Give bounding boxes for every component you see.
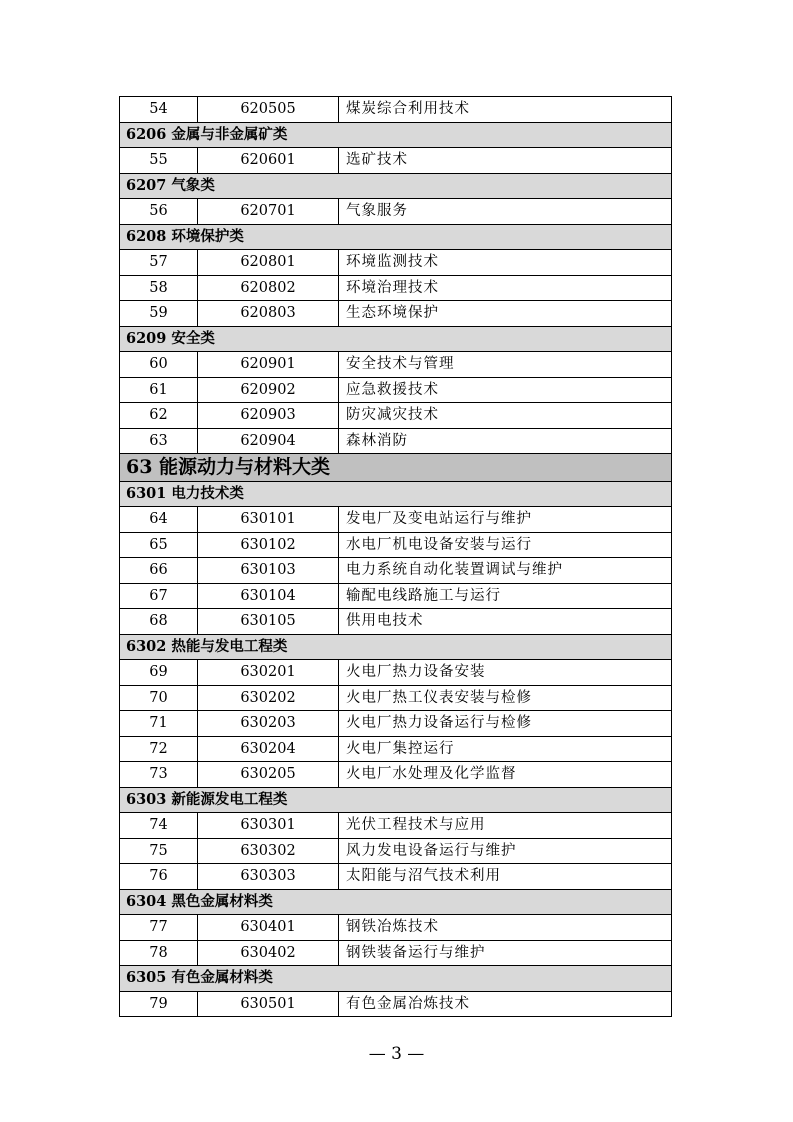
table-row (120, 403, 672, 429)
name-cell: 环境监测技术 (339, 250, 672, 276)
name-cell: 太阳能与沼气技术利用 (339, 864, 672, 890)
code-cell: 620901 (198, 352, 339, 378)
name-cell: 电力系统自动化装置调试与维护 (339, 558, 672, 584)
name-cell: 生态环境保护 (339, 301, 672, 327)
code-cell: 630302 (198, 838, 339, 864)
table-row (120, 940, 672, 966)
majors-table-body (120, 97, 672, 1017)
class-category-label: 6301 电力技术类 (120, 481, 672, 507)
table-row (120, 199, 672, 225)
code-cell: 630303 (198, 864, 339, 890)
seq-cell: 61 (120, 377, 198, 403)
name-cell: 选矿技术 (339, 148, 672, 174)
name-cell: 供用电技术 (339, 609, 672, 635)
class-category-label: 6304 黑色金属材料类 (120, 889, 672, 915)
seq-cell: 76 (120, 864, 198, 890)
table-row (120, 685, 672, 711)
code-cell: 630402 (198, 940, 339, 966)
seq-cell: 64 (120, 507, 198, 533)
code-cell: 630401 (198, 915, 339, 941)
class-category-row (120, 173, 672, 199)
class-category-row (120, 889, 672, 915)
code-cell: 620803 (198, 301, 339, 327)
code-cell: 620902 (198, 377, 339, 403)
table-row (120, 275, 672, 301)
name-cell: 钢铁装备运行与维护 (339, 940, 672, 966)
code-cell: 620904 (198, 428, 339, 454)
table-row (120, 507, 672, 533)
seq-cell: 72 (120, 736, 198, 762)
major-category-label: 63 能源动力与材料大类 (120, 454, 672, 482)
class-category-row (120, 481, 672, 507)
name-cell: 火电厂热力设备安装 (339, 660, 672, 686)
code-cell: 620801 (198, 250, 339, 276)
table-row (120, 428, 672, 454)
seq-cell: 62 (120, 403, 198, 429)
seq-cell: 65 (120, 532, 198, 558)
seq-cell: 63 (120, 428, 198, 454)
name-cell: 应急救援技术 (339, 377, 672, 403)
table-row (120, 915, 672, 941)
code-cell: 620802 (198, 275, 339, 301)
table-row (120, 250, 672, 276)
seq-cell: 56 (120, 199, 198, 225)
name-cell: 风力发电设备运行与维护 (339, 838, 672, 864)
name-cell: 火电厂集控运行 (339, 736, 672, 762)
table-row (120, 660, 672, 686)
code-cell: 630205 (198, 762, 339, 788)
seq-cell: 66 (120, 558, 198, 584)
seq-cell: 58 (120, 275, 198, 301)
table-row (120, 97, 672, 123)
table-row (120, 711, 672, 737)
table-row (120, 377, 672, 403)
name-cell: 光伏工程技术与应用 (339, 813, 672, 839)
code-cell: 630101 (198, 507, 339, 533)
name-cell: 输配电线路施工与运行 (339, 583, 672, 609)
name-cell: 森林消防 (339, 428, 672, 454)
seq-cell: 70 (120, 685, 198, 711)
name-cell: 水电厂机电设备安装与运行 (339, 532, 672, 558)
name-cell: 火电厂热力设备运行与检修 (339, 711, 672, 737)
class-category-label: 6209 安全类 (120, 326, 672, 352)
major-category-row (120, 454, 672, 482)
class-category-row (120, 122, 672, 148)
seq-cell: 68 (120, 609, 198, 635)
seq-cell: 74 (120, 813, 198, 839)
table-row (120, 532, 672, 558)
code-cell: 620701 (198, 199, 339, 225)
majors-table (119, 96, 672, 1017)
name-cell: 火电厂热工仪表安装与检修 (339, 685, 672, 711)
seq-cell: 73 (120, 762, 198, 788)
class-category-label: 6206 金属与非金属矿类 (120, 122, 672, 148)
code-cell: 630102 (198, 532, 339, 558)
class-category-row (120, 326, 672, 352)
code-cell: 630204 (198, 736, 339, 762)
class-category-label: 6302 热能与发电工程类 (120, 634, 672, 660)
seq-cell: 55 (120, 148, 198, 174)
table-row (120, 991, 672, 1017)
name-cell: 环境治理技术 (339, 275, 672, 301)
table-row (120, 583, 672, 609)
class-category-label: 6208 环境保护类 (120, 224, 672, 250)
code-cell: 630203 (198, 711, 339, 737)
code-cell: 630104 (198, 583, 339, 609)
class-category-row (120, 224, 672, 250)
class-category-row (120, 634, 672, 660)
name-cell: 有色金属冶炼技术 (339, 991, 672, 1017)
code-cell: 630501 (198, 991, 339, 1017)
table-row (120, 558, 672, 584)
name-cell: 火电厂水处理及化学监督 (339, 762, 672, 788)
seq-cell: 54 (120, 97, 198, 123)
code-cell: 630103 (198, 558, 339, 584)
code-cell: 620903 (198, 403, 339, 429)
class-category-row (120, 787, 672, 813)
name-cell: 防灾减灾技术 (339, 403, 672, 429)
seq-cell: 60 (120, 352, 198, 378)
code-cell: 630105 (198, 609, 339, 635)
seq-cell: 75 (120, 838, 198, 864)
class-category-label: 6305 有色金属材料类 (120, 966, 672, 992)
seq-cell: 78 (120, 940, 198, 966)
seq-cell: 71 (120, 711, 198, 737)
name-cell: 气象服务 (339, 199, 672, 225)
table-row (120, 609, 672, 635)
seq-cell: 79 (120, 991, 198, 1017)
table-row (120, 148, 672, 174)
seq-cell: 77 (120, 915, 198, 941)
name-cell: 安全技术与管理 (339, 352, 672, 378)
class-category-label: 6207 气象类 (120, 173, 672, 199)
code-cell: 620505 (198, 97, 339, 123)
table-row (120, 301, 672, 327)
seq-cell: 59 (120, 301, 198, 327)
code-cell: 630202 (198, 685, 339, 711)
name-cell: 煤炭综合利用技术 (339, 97, 672, 123)
class-category-row (120, 966, 672, 992)
name-cell: 钢铁冶炼技术 (339, 915, 672, 941)
page-number: — 3 — (368, 1044, 425, 1064)
seq-cell: 69 (120, 660, 198, 686)
seq-cell: 57 (120, 250, 198, 276)
table-row (120, 864, 672, 890)
code-cell: 630201 (198, 660, 339, 686)
seq-cell: 67 (120, 583, 198, 609)
table-row (120, 736, 672, 762)
code-cell: 630301 (198, 813, 339, 839)
table-row (120, 762, 672, 788)
class-category-label: 6303 新能源发电工程类 (120, 787, 672, 813)
code-cell: 620601 (198, 148, 339, 174)
name-cell: 发电厂及变电站运行与维护 (339, 507, 672, 533)
table-row (120, 352, 672, 378)
table-row (120, 838, 672, 864)
table-row (120, 813, 672, 839)
